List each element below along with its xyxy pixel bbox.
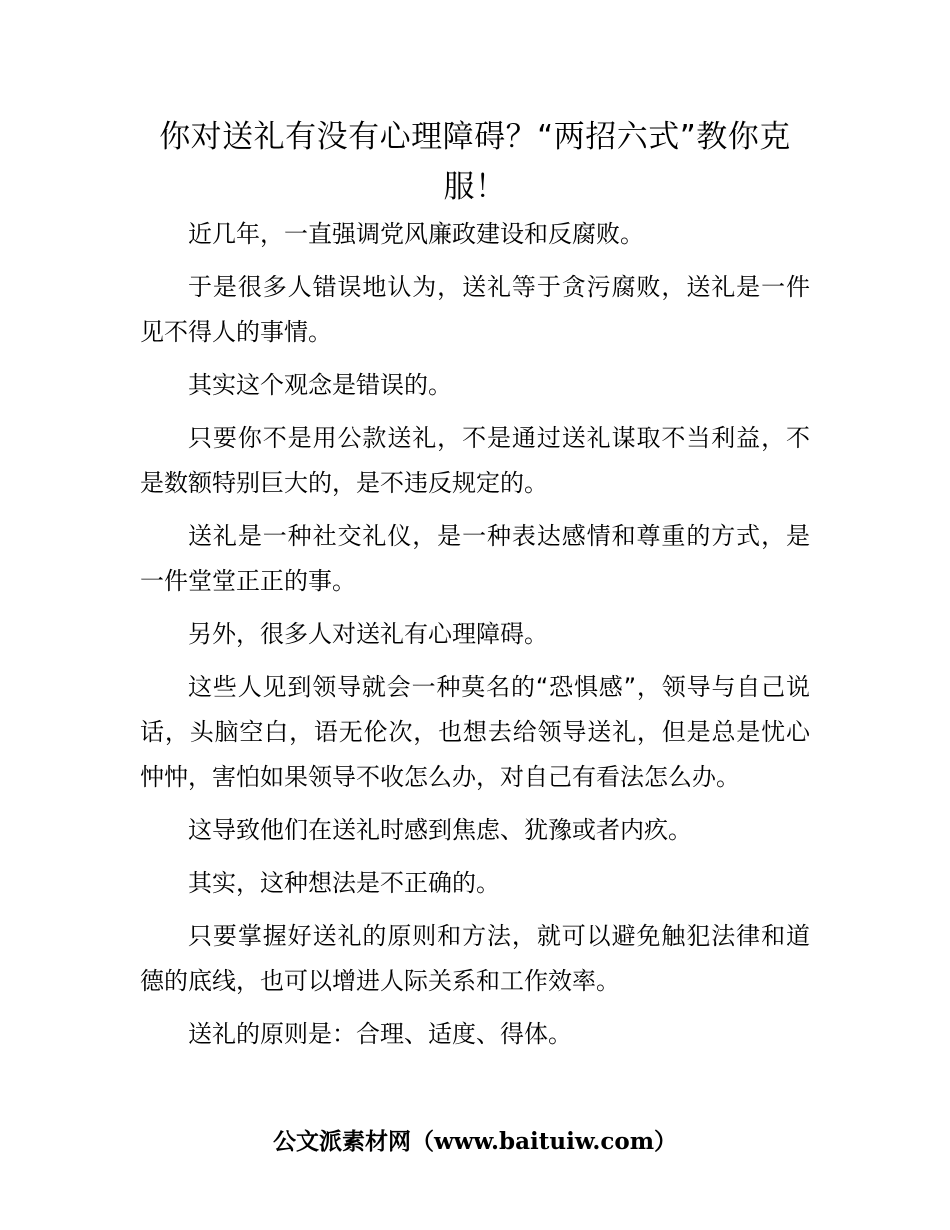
document-title: 你对送礼有没有心理障碍？“两招六式”教你克服！	[159, 119, 791, 205]
paragraph: 送礼是一种社交礼仪，是一种表达感情和尊重的方式，是一件堂堂正正的事。	[140, 522, 810, 595]
paragraph: 这导致他们在送礼时感到焦虑、犹豫或者内疚。	[188, 816, 692, 844]
page-footer: 公文派素材网（www.baituiw.com）	[272, 1128, 678, 1155]
paragraph: 送礼的原则是：合理、适度、得体。	[188, 1020, 572, 1048]
paragraph: 其实这个观念是错误的。	[188, 371, 452, 399]
document-body	[140, 212, 810, 1065]
paragraph: 另外，很多人对送礼有心理障碍。	[188, 620, 548, 648]
paragraph: 只要你不是用公款送礼，不是通过送礼谋取不当利益，不是数额特别巨大的，是不违反规定的。	[140, 424, 810, 497]
paragraph: 只要掌握好送礼的原则和方法，就可以避免触犯法律和道德的底线，也可以增进人际关系和工作效率。	[140, 922, 810, 995]
paragraph: 这些人见到领导就会一种莫名的“恐惧感”，领导与自己说话，头脑空白，语无伦次，也想去给领导送礼，但是总是忧心忡忡，害怕如果领导不收怎么办，对自己有看法怎么办。	[140, 673, 810, 791]
paragraph: 其实，这种想法是不正确的。	[188, 869, 500, 897]
paragraph: 于是很多人错误地认为，送礼等于贪污腐败，送礼是一件见不得人的事情。	[140, 273, 810, 346]
paragraph: 近几年，一直强调党风廉政建设和反腐败。	[188, 220, 644, 248]
